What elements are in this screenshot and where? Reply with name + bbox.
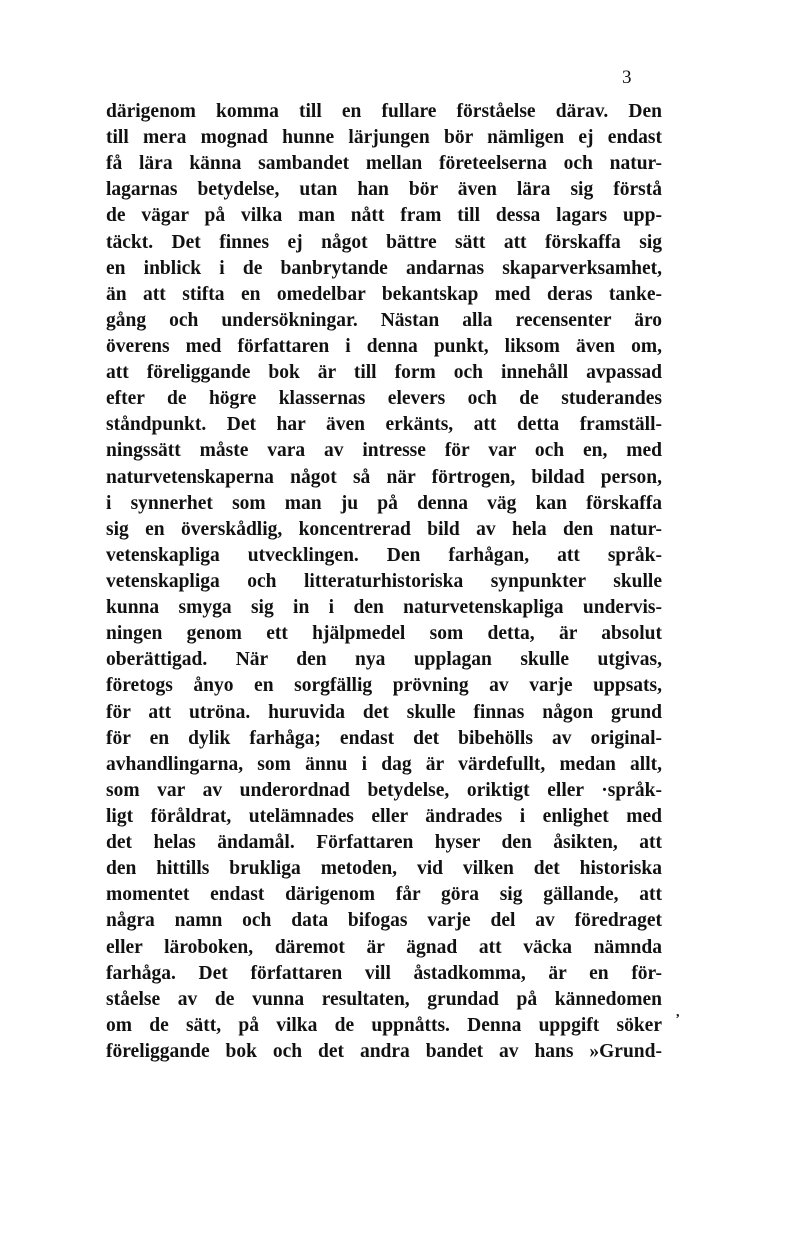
text-line: det helas ändamål. Författaren hyser den åsikten, att: [106, 832, 662, 854]
text-line: att föreliggande bok är till form och innehåll avpassad: [106, 362, 662, 384]
text-line: naturvetenskaperna något så när förtrogen, bildad person,: [106, 466, 662, 488]
text-line: täckt. Det finnes ej något bättre sätt att förskaffa sig: [106, 231, 662, 253]
text-line: eller läroboken, däremot är ägnad att väcka nämnda: [106, 936, 662, 958]
text-line: få lära känna sambandet mellan företeelserna och natur-: [106, 153, 662, 175]
text-line: till mera mognad hunne lärjungen bör nämligen ej endast: [106, 127, 662, 149]
text-line: föreliggande bok och det andra bandet av hans »Grund-: [106, 1040, 662, 1062]
text-line: ningssätt måste vara av intresse för var och en, med: [106, 440, 662, 462]
page-number: 3: [622, 67, 632, 88]
text-line: ningen genom ett hjälpmedel som detta, är absolut: [106, 623, 662, 645]
text-line: efter de högre klassernas elevers och de studerandes: [106, 388, 662, 410]
margin-mark: ,: [676, 1005, 680, 1020]
text-line: överens med författaren i denna punkt, liksom även om,: [106, 335, 662, 357]
text-line: kunna smyga sig in i den naturvetenskapliga undervis-: [106, 597, 662, 619]
text-line: än att stifta en omedelbar bekantskap med deras tanke-: [106, 283, 662, 305]
text-line: därigenom komma till en fullare förståelse därav. Den: [106, 101, 662, 122]
body-text: [106, 99, 662, 1065]
text-line: om de sätt, på vilka de uppnåtts. Denna uppgift söker: [106, 1014, 662, 1036]
text-line: för att utröna. huruvida det skulle finnas någon grund: [106, 701, 662, 723]
text-line: momentet endast därigenom får göra sig gällande, att: [106, 884, 662, 906]
text-line: i synnerhet som man ju på denna väg kan förskaffa: [106, 492, 662, 514]
text-line: ståelse av de vunna resultaten, grundad på kännedomen: [106, 988, 662, 1010]
text-line: oberättigad. När den nya upplagan skulle utgivas,: [106, 649, 662, 671]
text-line: några namn och data bifogas varje del av föredraget: [106, 910, 662, 932]
text-line: de vägar på vilka man nått fram till dessa lagars upp-: [106, 205, 662, 227]
text-line: företogs ånyo en sorgfällig prövning av varje uppsats,: [106, 675, 662, 697]
text-line: den hittills brukliga metoden, vid vilken det historiska: [106, 858, 662, 880]
text-line: gång och undersökningar. Nästan alla recensenter äro: [106, 309, 662, 331]
text-line: farhåga. Det författaren vill åstadkomma, är en för-: [106, 962, 662, 984]
text-line: en inblick i de banbrytande andarnas skaparverksamhet,: [106, 257, 662, 279]
text-line: för en dylik farhåga; endast det bibehölls av original-: [106, 727, 662, 749]
text-line: vetenskapliga och litteraturhistoriska synpunkter skulle: [106, 570, 662, 592]
text-line: lagarnas betydelse, utan han bör även lära sig förstå: [106, 179, 662, 201]
text-line: vetenskapliga utvecklingen. Den farhågan, att språk-: [106, 544, 662, 566]
text-line: avhandlingarna, som ännu i dag är värdefullt, medan allt,: [106, 753, 662, 775]
text-line: ligt föråldrat, utelämnades eller ändrades i enlighet med: [106, 805, 662, 827]
text-line: som var av underordnad betydelse, oriktigt eller ·språk-: [106, 779, 662, 801]
text-line: ståndpunkt. Det har även erkänts, att detta framställ-: [106, 414, 662, 436]
text-line: sig en överskådlig, koncentrerad bild av hela den natur-: [106, 518, 662, 540]
